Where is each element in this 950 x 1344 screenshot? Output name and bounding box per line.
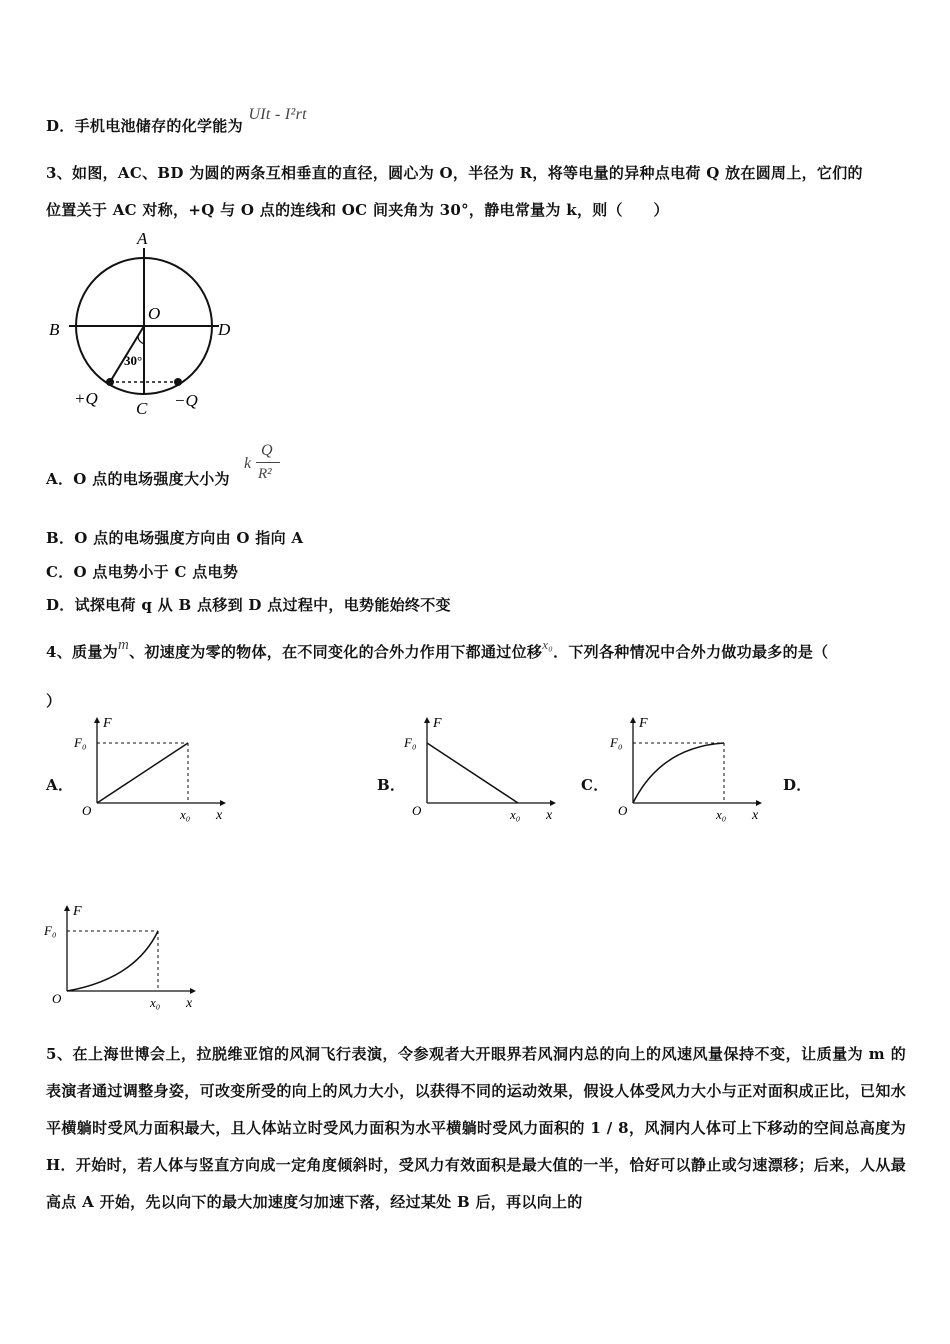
axis-o: O	[52, 991, 62, 1006]
axis-x0: x₀	[716, 807, 727, 822]
q4-graph-d	[40, 903, 200, 1013]
q2-option-d	[46, 106, 307, 136]
q4-stem-close: ）	[46, 692, 62, 710]
q4-graph-a	[70, 715, 230, 825]
q3-stem-line1: 3、如图，AC、BD 为圆的两条互相垂直的直径，圆心为 O，半径为 R，将等电量的异种点电荷 Q 放在圆周上，它们的	[46, 164, 863, 182]
axis-f0: F₀	[44, 923, 57, 938]
label-charge-pos: +Q	[74, 389, 98, 408]
fraction-bar	[256, 462, 280, 463]
axis-o: O	[82, 803, 92, 818]
charge-pos-dot	[106, 378, 114, 386]
q4-option-a-label: A．	[46, 776, 74, 794]
axis-f0: F₀	[74, 735, 87, 750]
q3-option-a	[46, 468, 230, 489]
stem-part1: 4、质量为	[46, 643, 118, 661]
q4-option-c-label: C．	[581, 776, 609, 794]
label-d: D	[218, 320, 231, 339]
axis-o: O	[618, 803, 628, 818]
label-a: A	[137, 229, 148, 248]
axis-o: O	[412, 803, 422, 818]
option-label: D．	[46, 596, 75, 614]
label-o: O	[148, 304, 161, 323]
option-text: O 点的电场强度大小为	[73, 470, 230, 488]
q3-option-d	[46, 594, 451, 615]
force-curve	[97, 743, 188, 803]
option-text: O 点电势小于 C 点电势	[73, 563, 239, 581]
formula-denominator: R²	[258, 466, 272, 482]
q4-graph-c	[606, 715, 766, 825]
stem-x0: x₀	[542, 637, 554, 652]
label-c: C	[136, 399, 148, 418]
q3-stem-line2: 位置关于 AC 对称，+Q 与 O 点的连线和 OC 间夹角为 30°，静电常量为 k，则（ ）	[46, 201, 669, 219]
axis-f: F	[639, 716, 648, 731]
axis-x: x	[752, 808, 759, 823]
formula: UIt - I²rt	[248, 106, 307, 123]
axis-f: F	[103, 716, 112, 731]
q3-option-b	[46, 527, 303, 548]
axis-x: x	[216, 808, 223, 823]
axis-x0: x₀	[510, 807, 521, 822]
charge-neg-dot	[174, 378, 182, 386]
option-text: 手机电池储存的化学能为	[74, 117, 243, 135]
q4-graph-b	[400, 715, 560, 825]
stem-m: m	[117, 637, 130, 653]
axis-f0: F₀	[610, 735, 623, 750]
formula-k: k	[244, 455, 252, 472]
force-curve	[633, 743, 724, 803]
q5-paragraph: 5、在上海世博会上，拉脱维亚馆的风洞飞行表演，令参观者大开眼界若风洞内总的向上的风速风量保持不变，让质量为 m 的表演者通过调整身姿，可改变所受的向上的风力大小，以获得不同的运动效果，假设人体受风力大小与正对面积成正比，已知水平横躺时受风力面积最大，且人体站立时受风力面积为水平横躺时受风力面积的 1 / 8，风洞内人体可上下移动的空间总高度为 H．开始时，若人体与竖直方向成一定角度倾斜时，受风力有效面积是最大值的一半，恰好可以静止或匀速漂移；后来，人从最高点 A 开始，先以向下的最大加速度匀加速下落，经过某处 B 后，再以向上的	[46, 1045, 906, 1211]
option-label: D．	[46, 117, 75, 135]
q4-stem	[46, 637, 829, 662]
axis-f: F	[433, 716, 442, 731]
q4-option-b-label: B．	[377, 776, 406, 794]
option-label: A．	[46, 470, 74, 488]
axis-x: x	[546, 808, 553, 823]
q3-option-a-formula	[244, 442, 294, 488]
label-charge-neg: −Q	[174, 391, 198, 410]
stem-part2: 、初速度为零的物体，在不同变化的合外力作用下都通过位移	[129, 643, 543, 661]
q4-option-d-label: D．	[783, 776, 812, 794]
option-text: O 点的电场强度方向由 O 指向 A	[74, 529, 304, 547]
q3-circle-figure	[44, 226, 244, 421]
axis-f0: F₀	[404, 735, 417, 750]
option-text: 试探电荷 q 从 B 点移到 D 点过程中，电势能始终不变	[74, 596, 451, 614]
formula-numerator: Q	[261, 442, 273, 459]
stem-part3: ．下列各种情况中合外力做功最多的是（	[553, 643, 829, 661]
force-curve	[427, 743, 518, 803]
force-curve	[67, 931, 158, 991]
label-b: B	[49, 320, 60, 339]
option-label: C．	[46, 563, 74, 581]
axis-x0: x₀	[180, 807, 191, 822]
axis-x: x	[186, 996, 193, 1011]
axis-f: F	[73, 904, 82, 919]
label-angle: 30°	[124, 353, 143, 368]
q3-option-c	[46, 561, 238, 582]
option-label: B．	[46, 529, 75, 547]
axis-x0: x₀	[150, 995, 161, 1010]
